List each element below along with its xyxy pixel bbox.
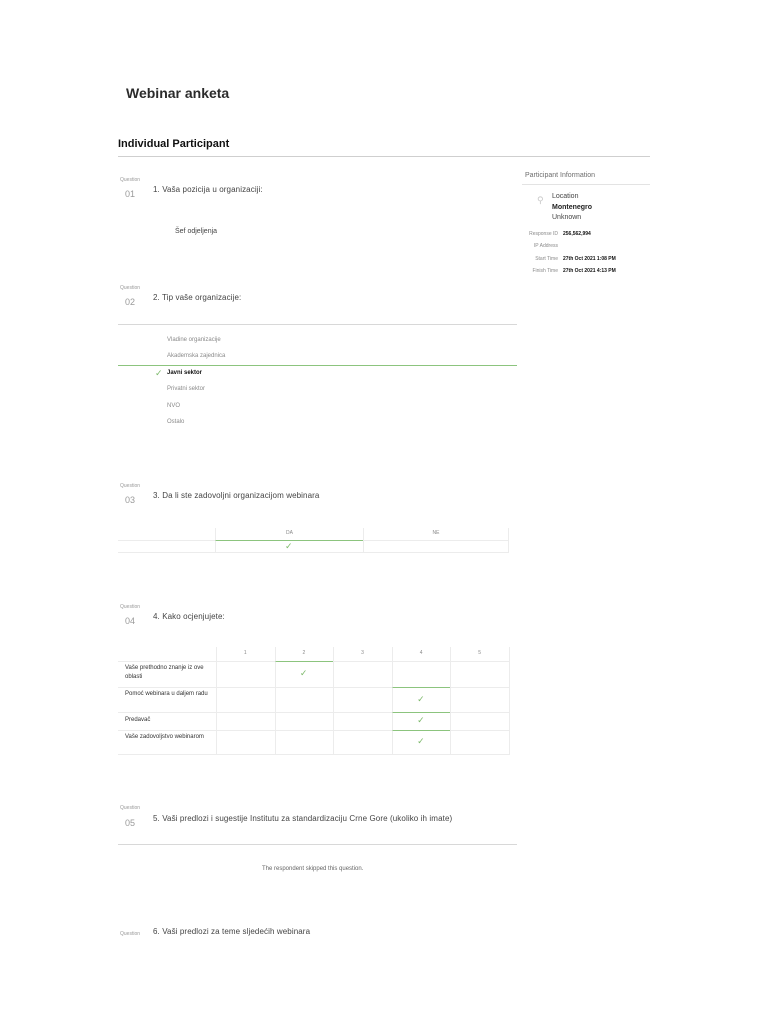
option-item-selected: Javni sektor [167, 370, 203, 376]
matrix-cell [216, 730, 276, 755]
question-text: 5. Vaši predlozi i sugestije Institutu za standardizaciju Crne Gore (ukoliko ih imate) [153, 814, 453, 823]
column-header-da: DA [286, 530, 293, 536]
finish-time-value: 27th Oct 2021 4:13 PM [563, 268, 616, 274]
finish-time-label: Finish Time [532, 268, 558, 274]
question-text: 2. Tip vaše organizacije: [153, 293, 242, 302]
matrix-cell [450, 730, 510, 755]
question-divider [118, 324, 517, 325]
response-id-label: Response ID [529, 231, 558, 237]
matrix-cell [450, 712, 510, 731]
question-divider [118, 844, 517, 845]
option-item: Akademska zajednica [167, 353, 226, 359]
check-icon: ✓ [299, 668, 308, 678]
location-label: Location [552, 193, 579, 200]
column-header: 5 [478, 650, 482, 656]
matrix-cell [216, 687, 276, 713]
location-pin-icon: ⚲ [537, 195, 544, 205]
matrix-cell [450, 687, 510, 713]
participant-info-divider [522, 184, 650, 185]
matrix-cell [392, 661, 452, 688]
check-icon: ✓ [417, 693, 425, 704]
question-label: Question [120, 483, 141, 489]
question-text: 6. Vaši predlozi za teme sljedećih webinara [153, 927, 311, 936]
participant-info-heading: Participant Information [525, 172, 596, 179]
question-number: 02 [125, 297, 136, 307]
matrix-cell [275, 730, 335, 755]
question-number: 04 [125, 616, 136, 626]
matrix-cell [216, 661, 276, 688]
check-icon: ✓ [285, 541, 293, 551]
option-item: NVO [167, 403, 181, 409]
matrix-cell [333, 687, 393, 713]
question-label: Question [120, 604, 141, 610]
question-text: 4. Kako ocjenjujete: [153, 612, 225, 621]
question-label: Question [120, 177, 141, 183]
column-header: 3 [361, 650, 364, 656]
question-text: 3. Da li ste zadovoljni organizacijom webinara [153, 491, 320, 500]
matrix-cell [450, 661, 510, 688]
skipped-notice: The respondent skipped this question. [262, 866, 364, 872]
location-region: Unknown [552, 214, 582, 221]
row-label: Pomoć webinara u daljem radu [125, 691, 208, 697]
column-header: 1 [243, 650, 247, 656]
matrix-cell [275, 687, 335, 713]
matrix-cell [333, 712, 393, 731]
survey-title: Webinar anketa [126, 85, 230, 101]
ip-address-label: IP Address [533, 243, 558, 249]
column-header-ne: NE [432, 530, 440, 536]
matrix-cell [275, 712, 335, 731]
column-header: 2 [302, 650, 306, 656]
question-number: 03 [125, 495, 136, 505]
check-icon: ✓ [417, 736, 425, 746]
row-label: Predavač [125, 717, 151, 723]
check-icon: ✓ [417, 715, 425, 725]
question-number: 05 [125, 818, 136, 828]
option-item: Privatni sektor [167, 386, 206, 392]
column-header: 4 [419, 650, 423, 656]
row-label: Vaše prethodno znanje iz ove oblasti [125, 665, 204, 680]
question-number: 01 [125, 189, 136, 199]
start-time-label: Start Time [535, 256, 558, 262]
option-item: Vladine organizacije [167, 337, 221, 343]
section-title: Individual Participant [118, 138, 230, 150]
matrix-cell [216, 712, 276, 731]
answer-text: Šef odjeljenja [175, 228, 218, 235]
question-text: 1. Vaša pozicija u organizaciji: [153, 185, 263, 194]
check-icon: ✓ [155, 368, 163, 378]
question-label: Question [120, 805, 141, 811]
option-item: Ostalo [167, 419, 185, 425]
response-id-value: 256,562,994 [563, 231, 591, 237]
section-divider [118, 156, 650, 157]
start-time-value: 27th Oct 2021 1:08 PM [563, 256, 616, 262]
selected-option-highlight [118, 365, 517, 366]
row-label: Vaše zadovoljstvo webinarom [125, 734, 204, 740]
location-country: Montenegro [552, 204, 593, 211]
question-label: Question [120, 931, 141, 937]
question-label: Question [120, 285, 141, 291]
matrix-cell [333, 661, 393, 688]
matrix-cell [333, 730, 393, 755]
